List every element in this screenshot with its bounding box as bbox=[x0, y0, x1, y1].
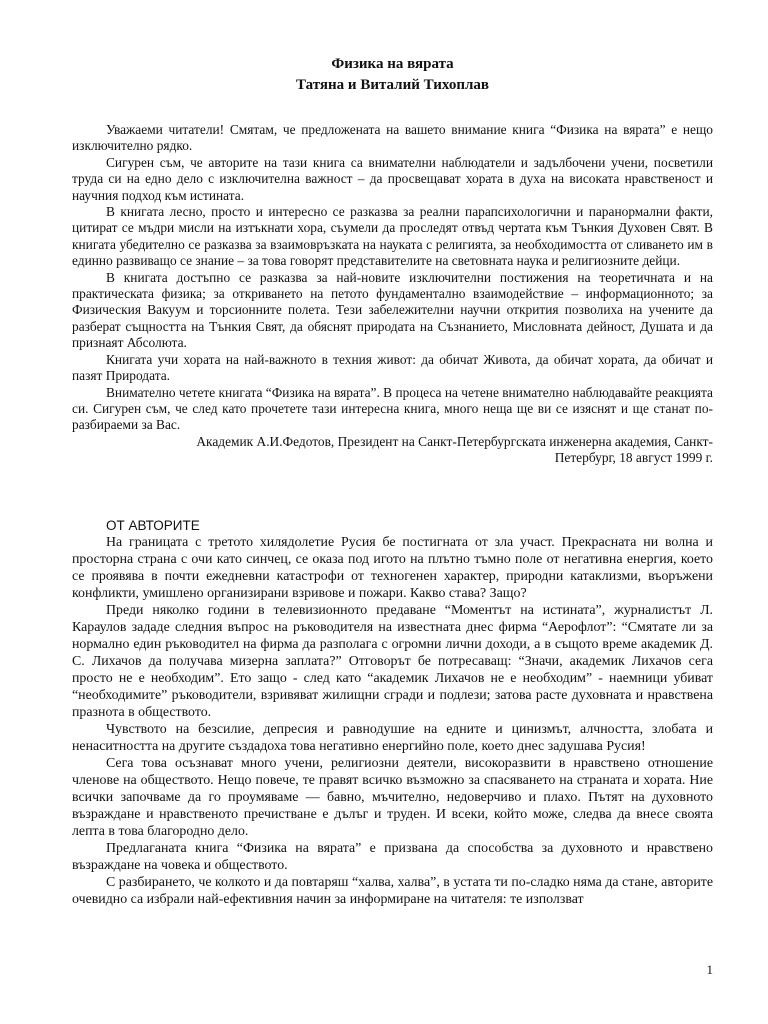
preface-paragraph: Уважаеми читатели! Смятам, че предложената на вашето внимание книга “Физика на вярата” е нещо изключително рядко. bbox=[72, 122, 713, 154]
preface-paragraph: Сигурен съм, че авторите на тази книга са внимателни наблюдатели и задълбочени учени, посветили труда си на едно дело с изключителна важност – да просвещават хората в духа на високата нравственост и научния подход към истината. bbox=[72, 154, 713, 203]
section-paragraph: Преди няколко години в телевизионното предаване “Моментът на истината”, журналистът Л. Караулов зададе следния въпрос на ръководителя на известната днес фирма “Аерофлот”: “Смятате ли за нормално един ръководител на фирма да разполага с огромни лични доходи, а в същото време академик Д. С. Лихачов да получава мизерна заплата?” Отговорът бе потресаващ: “Значи, академик Лихачов сега просто не е необходим”. Ето защо - след като “академик Лихачов не е необходим” - наемници убиват “необходимите” ръководители, взривяват жилищни сгради и подлези; затова расте духовната и нравствена празнота в обществото. bbox=[72, 602, 713, 720]
section-paragraph: На границата с третото хилядолетие Русия бе постигната от зла участ. Прекрасната ни волна и просторна страна с очи като синчец, се оказа под игото на плътно тъмно поле от негативна енергия, което се проявява в почти ежедневни катастрофи от техногенен характер, природни катаклизми, въоръжени конфликти, умишлено организирани взривове и пожари. Какво става? Защо? bbox=[72, 534, 713, 601]
signature bbox=[72, 434, 713, 467]
preface bbox=[72, 122, 713, 467]
section-paragraph: Предлаганата книга “Физика на вярата” е призвана да способства за духовното и нравствено възраждане на човека и обществото. bbox=[72, 840, 713, 873]
section-heading: ОТ АВТОРИТЕ bbox=[106, 517, 200, 533]
preface-paragraph: Книгата учи хората на най-важното в техния живот: да обичат Живота, да обичат хората, да обичат и пазят Природата. bbox=[72, 351, 713, 384]
signature-line: Академик А.И.Федотов, Президент на Санкт-Петербургската инженерна академия, Санкт- bbox=[196, 433, 713, 449]
section-paragraph: Сега това осъзнават много учени, религиозни деятели, високоразвити в нравствено отношение членове на обществото. Нещо повече, те правят всичко възможно за спасяването на страната и хората. Ние всички започваме да го проумяваме — бавно, мъчително, недоверчиво и плахо. Пътят на духовното възраждане и нравственото пречистване е дълъг и труден. И всеки, който може, следва да внесе своята лепта в това благородно дело. bbox=[72, 755, 713, 839]
preface-paragraph: Внимателно четете книгата “Физика на вярата”. В процеса на четене внимателно наблюдавайте реакцията си. Сигурен съм, че след като прочетете тази интересна книга, много неща ще ви се изяснят и ще станат по-разбираеми за Вас. bbox=[72, 384, 714, 433]
authors-section bbox=[72, 517, 713, 908]
preface-paragraph: В книгата достъпно се разказва за най-новите изключителни постижения на теоретичната и на практическата физика; за откриването на петото фундаментално взаимодействие – информационното; за Физическия Вакуум и торсионните полета. Тези забележителни научни открития позволиха на учените да разберат същността на Тънкия Свят, да обяснят природата на Съзнанието, Мисловната дейност, Душата и да признаят Абсолюта. bbox=[72, 269, 713, 351]
book-authors: Татяна и Виталий Тихоплав bbox=[296, 77, 489, 93]
book-title: Физика на вярата bbox=[331, 56, 454, 72]
page-number: 1 bbox=[706, 962, 713, 977]
section-paragraph: С разбирането, че колкото и да повтаряш “халва, халва”, в устата ти по-сладко няма да стане, авторите очевидно са избрали най-ефективния начин за информиране на читателя: те използват bbox=[72, 874, 713, 907]
preface-paragraph: В книгата лесно, просто и интересно се разказва за реални парапсихологични и паранормални факти, цитират се мъдри мисли на изтъкнати хора, съумели да проследят отвъд чертата към Тънкия Духовен Свят. В книгата убедително се разказва за взаимовръзката на науката с религията, за необходимостта от сливането им в единно развиващо се знание – за това говорят представителите на световната наука и религиозните дейци. bbox=[72, 204, 713, 269]
signature-line: Петербург, 18 август 1999 г. bbox=[554, 450, 713, 466]
section-paragraph: Чувството на безсилие, депресия и равнодушие на едните и цинизмът, алчността, злобата и ненаситността на другите създадоха това негативно енергийно поле, което днес задушава Русия! bbox=[72, 721, 713, 754]
